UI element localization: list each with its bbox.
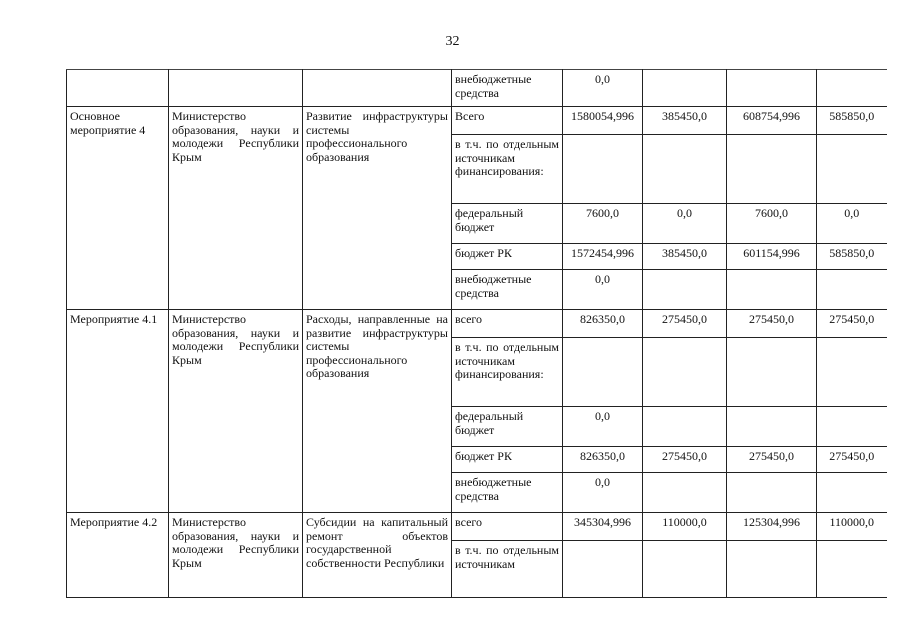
funding-source-cell: внебюджетные средства xyxy=(452,70,563,107)
event-cell: Мероприятие 4.1 xyxy=(67,310,169,513)
amount-cell xyxy=(727,407,817,447)
amount-cell xyxy=(643,473,727,513)
table-row xyxy=(67,310,887,338)
funding-source-cell: бюджет РК xyxy=(452,447,563,473)
amount-cell: 585850,0 xyxy=(817,107,887,135)
amount-cell xyxy=(727,338,817,407)
amount-cell: 601154,996 xyxy=(727,244,817,270)
amount-cell: 826350,0 xyxy=(563,310,643,338)
funding-source-cell: всего xyxy=(452,513,563,541)
amount-cell xyxy=(643,70,727,107)
amount-cell xyxy=(643,541,727,598)
description-cell xyxy=(303,70,452,107)
amount-cell xyxy=(817,541,887,598)
amount-cell: 275450,0 xyxy=(817,310,887,338)
page-number: 32 xyxy=(445,34,460,49)
amount-cell: 0,0 xyxy=(643,204,727,244)
amount-cell: 275450,0 xyxy=(727,447,817,473)
amount-cell: 110000,0 xyxy=(817,513,887,541)
amount-cell: 7600,0 xyxy=(727,204,817,244)
event-cell: Основное мероприятие 4 xyxy=(67,107,169,310)
amount-cell xyxy=(727,70,817,107)
amount-cell xyxy=(817,338,887,407)
amount-cell xyxy=(563,338,643,407)
funding-source-cell: федеральный бюджет xyxy=(452,204,563,244)
amount-cell xyxy=(817,270,887,310)
event-cell xyxy=(67,70,169,107)
funding-source-cell: Всего xyxy=(452,107,563,135)
amount-cell: 0,0 xyxy=(563,473,643,513)
executor-cell: Министерство образования, науки и молодежи Республики Крым xyxy=(169,107,303,310)
funding-source-cell: всего xyxy=(452,310,563,338)
amount-cell xyxy=(727,473,817,513)
amount-cell xyxy=(817,70,887,107)
funding-table xyxy=(66,69,887,598)
amount-cell: 385450,0 xyxy=(643,244,727,270)
amount-cell: 275450,0 xyxy=(727,310,817,338)
amount-cell: 0,0 xyxy=(563,270,643,310)
funding-source-cell: внебюджетные средства xyxy=(452,473,563,513)
amount-cell: 608754,996 xyxy=(727,107,817,135)
funding-source-cell: федеральный бюджет xyxy=(452,407,563,447)
executor-cell: Министерство образования, науки и молодежи Республики Крым xyxy=(169,513,303,598)
description-cell: Субсидии на капитальный ремонт объектов государственной собственности Республики xyxy=(303,513,452,598)
description-cell: Развитие инфраструктуры системы профессионального образования xyxy=(303,107,452,310)
amount-cell: 110000,0 xyxy=(643,513,727,541)
amount-cell: 275450,0 xyxy=(643,310,727,338)
amount-cell xyxy=(817,407,887,447)
table-row xyxy=(67,70,887,107)
amount-cell xyxy=(727,135,817,204)
executor-cell xyxy=(169,70,303,107)
amount-cell: 385450,0 xyxy=(643,107,727,135)
amount-cell xyxy=(643,135,727,204)
amount-cell xyxy=(817,135,887,204)
executor-cell: Министерство образования, науки и молодежи Республики Крым xyxy=(169,310,303,513)
amount-cell: 1572454,996 xyxy=(563,244,643,270)
amount-cell xyxy=(563,135,643,204)
amount-cell: 275450,0 xyxy=(643,447,727,473)
amount-cell: 585850,0 xyxy=(817,244,887,270)
amount-cell: 345304,996 xyxy=(563,513,643,541)
amount-cell: 275450,0 xyxy=(817,447,887,473)
amount-cell xyxy=(817,473,887,513)
amount-cell: 7600,0 xyxy=(563,204,643,244)
table-row xyxy=(67,513,887,541)
funding-source-cell: бюджет РК xyxy=(452,244,563,270)
event-cell: Мероприятие 4.2 xyxy=(67,513,169,598)
amount-cell xyxy=(643,407,727,447)
amount-cell: 0,0 xyxy=(563,407,643,447)
amount-cell: 1580054,996 xyxy=(563,107,643,135)
table-row xyxy=(67,107,887,135)
amount-cell xyxy=(643,338,727,407)
funding-source-cell: внебюджетные средства xyxy=(452,270,563,310)
funding-source-cell: в т.ч. по отдельным источникам финансирования: xyxy=(452,338,563,407)
amount-cell xyxy=(727,541,817,598)
amount-cell: 826350,0 xyxy=(563,447,643,473)
amount-cell: 125304,996 xyxy=(727,513,817,541)
amount-cell xyxy=(643,270,727,310)
description-cell: Расходы, направленные на развитие инфраструктуры системы профессионального образования xyxy=(303,310,452,513)
funding-source-cell: в т.ч. по отдельным источникам финансирования: xyxy=(452,135,563,204)
amount-cell xyxy=(727,270,817,310)
amount-cell xyxy=(563,541,643,598)
amount-cell: 0,0 xyxy=(563,70,643,107)
funding-source-cell: в т.ч. по отдельным источникам xyxy=(452,541,563,598)
amount-cell: 0,0 xyxy=(817,204,887,244)
